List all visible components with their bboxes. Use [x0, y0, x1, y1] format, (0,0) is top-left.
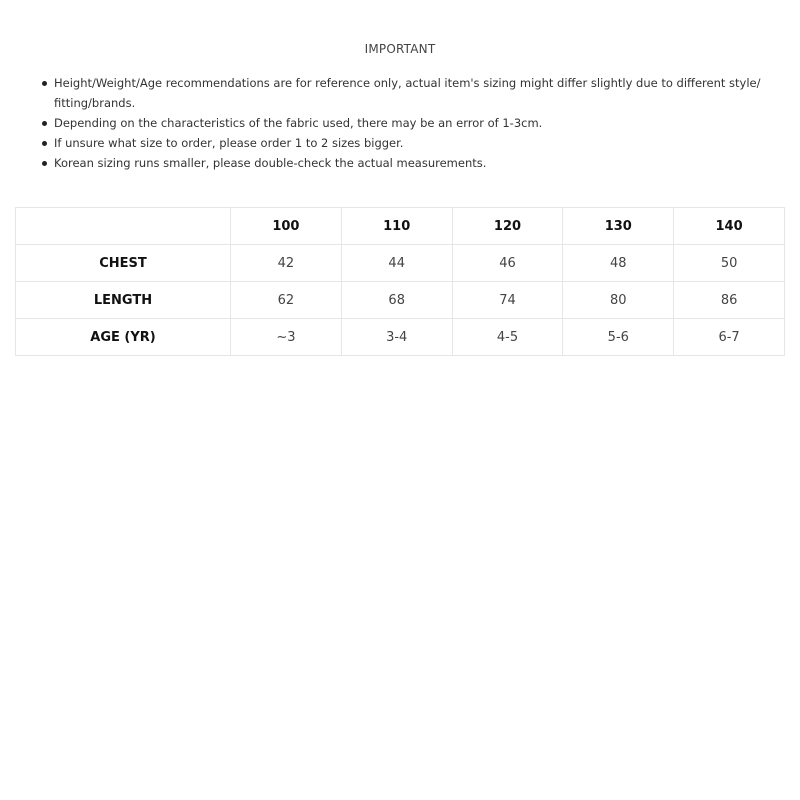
note-item — [40, 153, 780, 173]
note-text: Depending on the characteristics of the fabric used, there may be an error of 1-3cm. — [54, 116, 543, 130]
note-item — [40, 113, 780, 133]
table-cell: 68 — [341, 282, 452, 319]
table-cell: 80 — [563, 282, 674, 319]
table-cell: ~3 — [231, 319, 342, 356]
table-cell: 42 — [231, 245, 342, 282]
row-label-chest: CHEST — [16, 245, 231, 282]
table-cell: 3-4 — [341, 319, 452, 356]
table-cell: 86 — [674, 282, 785, 319]
size-header-cell: 120 — [452, 208, 563, 245]
note-text: If unsure what size to order, please order 1 to 2 sizes bigger. — [54, 136, 404, 150]
table-header-row — [16, 208, 785, 245]
note-text: Korean sizing runs smaller, please double-check the actual measurements. — [54, 156, 487, 170]
page-title: IMPORTANT — [364, 42, 436, 56]
table-cell: 74 — [452, 282, 563, 319]
table-row — [16, 245, 785, 282]
table-cell: 44 — [341, 245, 452, 282]
size-header-cell: 100 — [231, 208, 342, 245]
notes-list — [40, 73, 780, 173]
table-cell: 6-7 — [674, 319, 785, 356]
table-cell: 48 — [563, 245, 674, 282]
note-text: Height/Weight/Age recommendations are for reference only, actual item's sizing might differ slightly due to different style/ — [54, 76, 761, 90]
row-label-age: AGE (YR) — [16, 319, 231, 356]
table-cell: 62 — [231, 282, 342, 319]
table-row — [16, 282, 785, 319]
table-row — [16, 319, 785, 356]
note-item — [40, 133, 780, 153]
note-item — [40, 73, 780, 113]
size-header-cell: 140 — [674, 208, 785, 245]
size-header-cell: 110 — [341, 208, 452, 245]
row-label-length: LENGTH — [16, 282, 231, 319]
table-corner-cell — [16, 208, 231, 245]
table-cell: 5-6 — [563, 319, 674, 356]
table-cell: 46 — [452, 245, 563, 282]
table-cell: 4-5 — [452, 319, 563, 356]
table-cell: 50 — [674, 245, 785, 282]
size-chart-table — [15, 207, 785, 356]
size-header-cell: 130 — [563, 208, 674, 245]
note-text-continued: fitting/brands. — [54, 96, 136, 110]
